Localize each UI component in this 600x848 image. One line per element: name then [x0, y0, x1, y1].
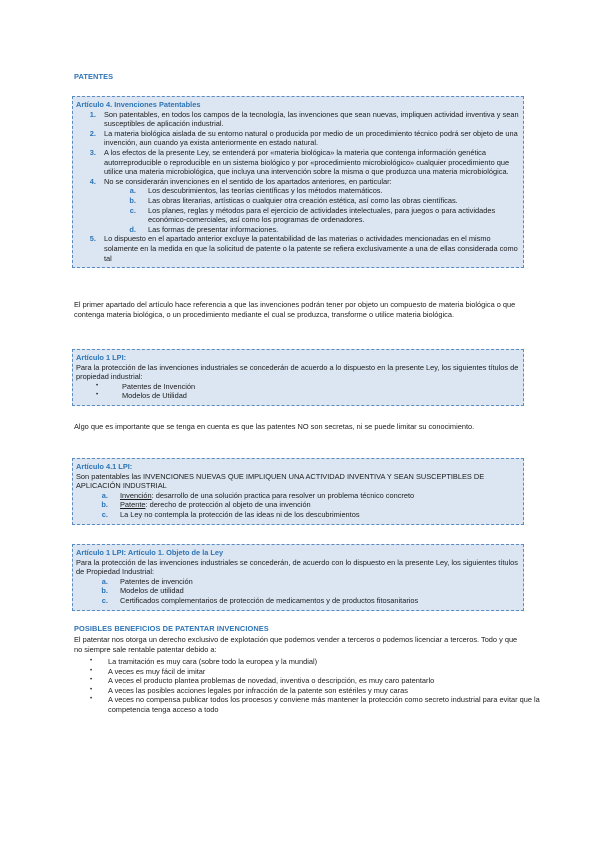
sub-list-item-text: Las obras literarias, artísticas o cualquier otra creación estética, así como las obras científicas.	[148, 195, 458, 205]
definition-item	[110, 491, 519, 501]
article-1-objeto-box	[72, 544, 524, 611]
article-4-1-lpi-text: Son patentables las INVENCIONES NUEVAS QUE IMPLIQUEN UNA ACTIVIDAD INVENTIVA Y SEAN SUSCEPTIBLES DE APLICACIÓN INDUSTRIAL	[76, 471, 485, 491]
list-item: • A veces el producto plantea problemas de novedad, inventiva o descripción, es muy caro patentarlo	[108, 676, 548, 686]
list-item: • A veces las posibles acciones legales por infracción de la patente son estériles y muy caras	[108, 686, 548, 696]
list-item	[98, 148, 519, 177]
list-item	[98, 234, 519, 263]
sub-list-item-text: Los planes, reglas y métodos para el ejercicio de actividades intelectuales, para juegos o para actividades económico-comerciales, así como los programas de ordenadores.	[148, 205, 496, 225]
article-1-objeto-text: Para la protección de las invenciones industriales se concederán, de acuerdo con lo dispuesto en la presente Ley, los siguientes títulos de Propiedad Industrial:	[76, 557, 518, 577]
list-item: • La tramitación es muy cara (sobre todo la europea y la mundial)	[108, 657, 548, 667]
article-4-1-lpi-title: Artículo 4.1 LPI:	[76, 462, 133, 471]
definition-text: La Ley no contempla la protección de las ideas ni de los descubrimientos	[120, 509, 360, 519]
definition-term: Invención	[120, 490, 152, 500]
section-heading-patentes: PATENTES	[74, 72, 114, 81]
definition-item	[110, 510, 519, 520]
paragraph-patentes-no-secretas: Algo que es importante que se tenga en cuenta es que las patentes NO son secretas, ni se puede limitar su conocimiento.	[74, 422, 475, 431]
list-item: c. Certificados complementarios de protección de medicamentos y de productos fitosanitarios	[110, 596, 519, 606]
article-4-title: Artículo 4. Invenciones Patentables	[76, 100, 201, 109]
definition-term: Patente	[120, 500, 146, 510]
sub-list-item	[138, 196, 519, 206]
list-item: • A veces es muy fácil de imitar	[108, 667, 548, 677]
article-4-sublist	[104, 186, 519, 234]
article-1-lpi-text: Para la protección de las invenciones industriales se concederán de acuerdo a lo dispuesto en la presente Ley, los siguientes títulos de propiedad industrial:	[76, 362, 519, 382]
definition-item	[110, 500, 519, 510]
article-4-box	[72, 96, 524, 268]
list-item-text: La materia biológica aislada de su entorno natural o producida por medio de un procedimiento técnico podrá ser objeto de una invención, aun cuando ya exista anteriormente en estado natural.	[104, 128, 518, 148]
paragraph-beneficios: El patentar nos otorga un derecho exclusivo de explotación que podemos vender a terceros o podemos licenciar a terceros. Todo y que no siempre sale rentable patentar debido a:	[74, 635, 518, 654]
benefits-list	[74, 657, 548, 715]
list-item: • Patentes de Invención	[122, 382, 519, 392]
list-item-text: A los efectos de la presente Ley, se entenderá por «materia biológica» la materia que contenga información genética autorreproducible o reproducible en un sistema biológico y por «procedimiento microbiológico» cualquier procedimiento que utilice una materia microbiológica, que incluya una intervención sobre la misma o que produzca una materia microbiológica.	[104, 147, 510, 177]
list-item-text: Lo dispuesto en el apartado anterior excluye la patentabilidad de las materias o actividades mencionadas en el mismo solamente en la medida en que la solicitud de patente o la patente se refiera exclusivamente a una de ellas considerada como tal	[104, 234, 518, 263]
sub-list-item-text: Los descubrimientos, las teorías científicas y los métodos matemáticos.	[148, 186, 383, 196]
article-1-objeto-list	[76, 577, 519, 606]
definition-text: : derecho de protección al objeto de una invención	[145, 500, 311, 510]
article-1-lpi-box	[72, 349, 524, 406]
list-item: a. Patentes de invención	[110, 577, 519, 587]
list-item	[98, 177, 519, 235]
article-4-1-lpi-list	[76, 491, 519, 520]
definition-text: : desarrollo de una solución practica para resolver un problema técnico concreto	[151, 490, 415, 500]
section-heading-beneficios: POSIBLES BENEFICIOS DE PATENTAR INVENCIONES	[74, 624, 269, 633]
list-item: • Modelos de Utilidad	[122, 391, 519, 401]
list-item-text: Son patentables, en todos los campos de la tecnología, las invenciones que sean nuevas, impliquen actividad inventiva y sean susceptibles de aplicación industrial.	[104, 109, 519, 129]
article-1-objeto-title: Artículo 1 LPI: Artículo 1. Objeto de la Ley	[76, 548, 224, 557]
list-item	[98, 129, 519, 148]
article-1-lpi-title: Artículo 1 LPI:	[76, 353, 127, 362]
sub-list-item	[138, 186, 519, 196]
article-1-lpi-list	[76, 382, 519, 401]
list-item: b. Modelos de utilidad	[110, 586, 519, 596]
list-item	[98, 110, 519, 129]
paragraph-materia-biologica: El primer apartado del artículo hace referencia a que las invenciones podrán tener por objeto un compuesto de materia biológica o que contenga materia biológica, o un procedimiento mediante el cual se produzca, transforme o utilice materia biológica.	[74, 300, 516, 319]
sub-list-item	[138, 206, 519, 225]
list-item: • A veces no compensa publicar todos los procesos y conviene más mantener la protección como secreto industrial para evitar que la competencia tenga acceso a todo	[108, 695, 548, 714]
article-4-list	[76, 110, 519, 264]
sub-list-item	[138, 225, 519, 235]
sub-list-item-text: Las formas de presentar informaciones.	[148, 224, 279, 234]
article-4-1-lpi-box	[72, 458, 524, 525]
list-item-text: No se considerarán invenciones en el sentido de los apartados anteriores, en particular:	[104, 176, 392, 186]
